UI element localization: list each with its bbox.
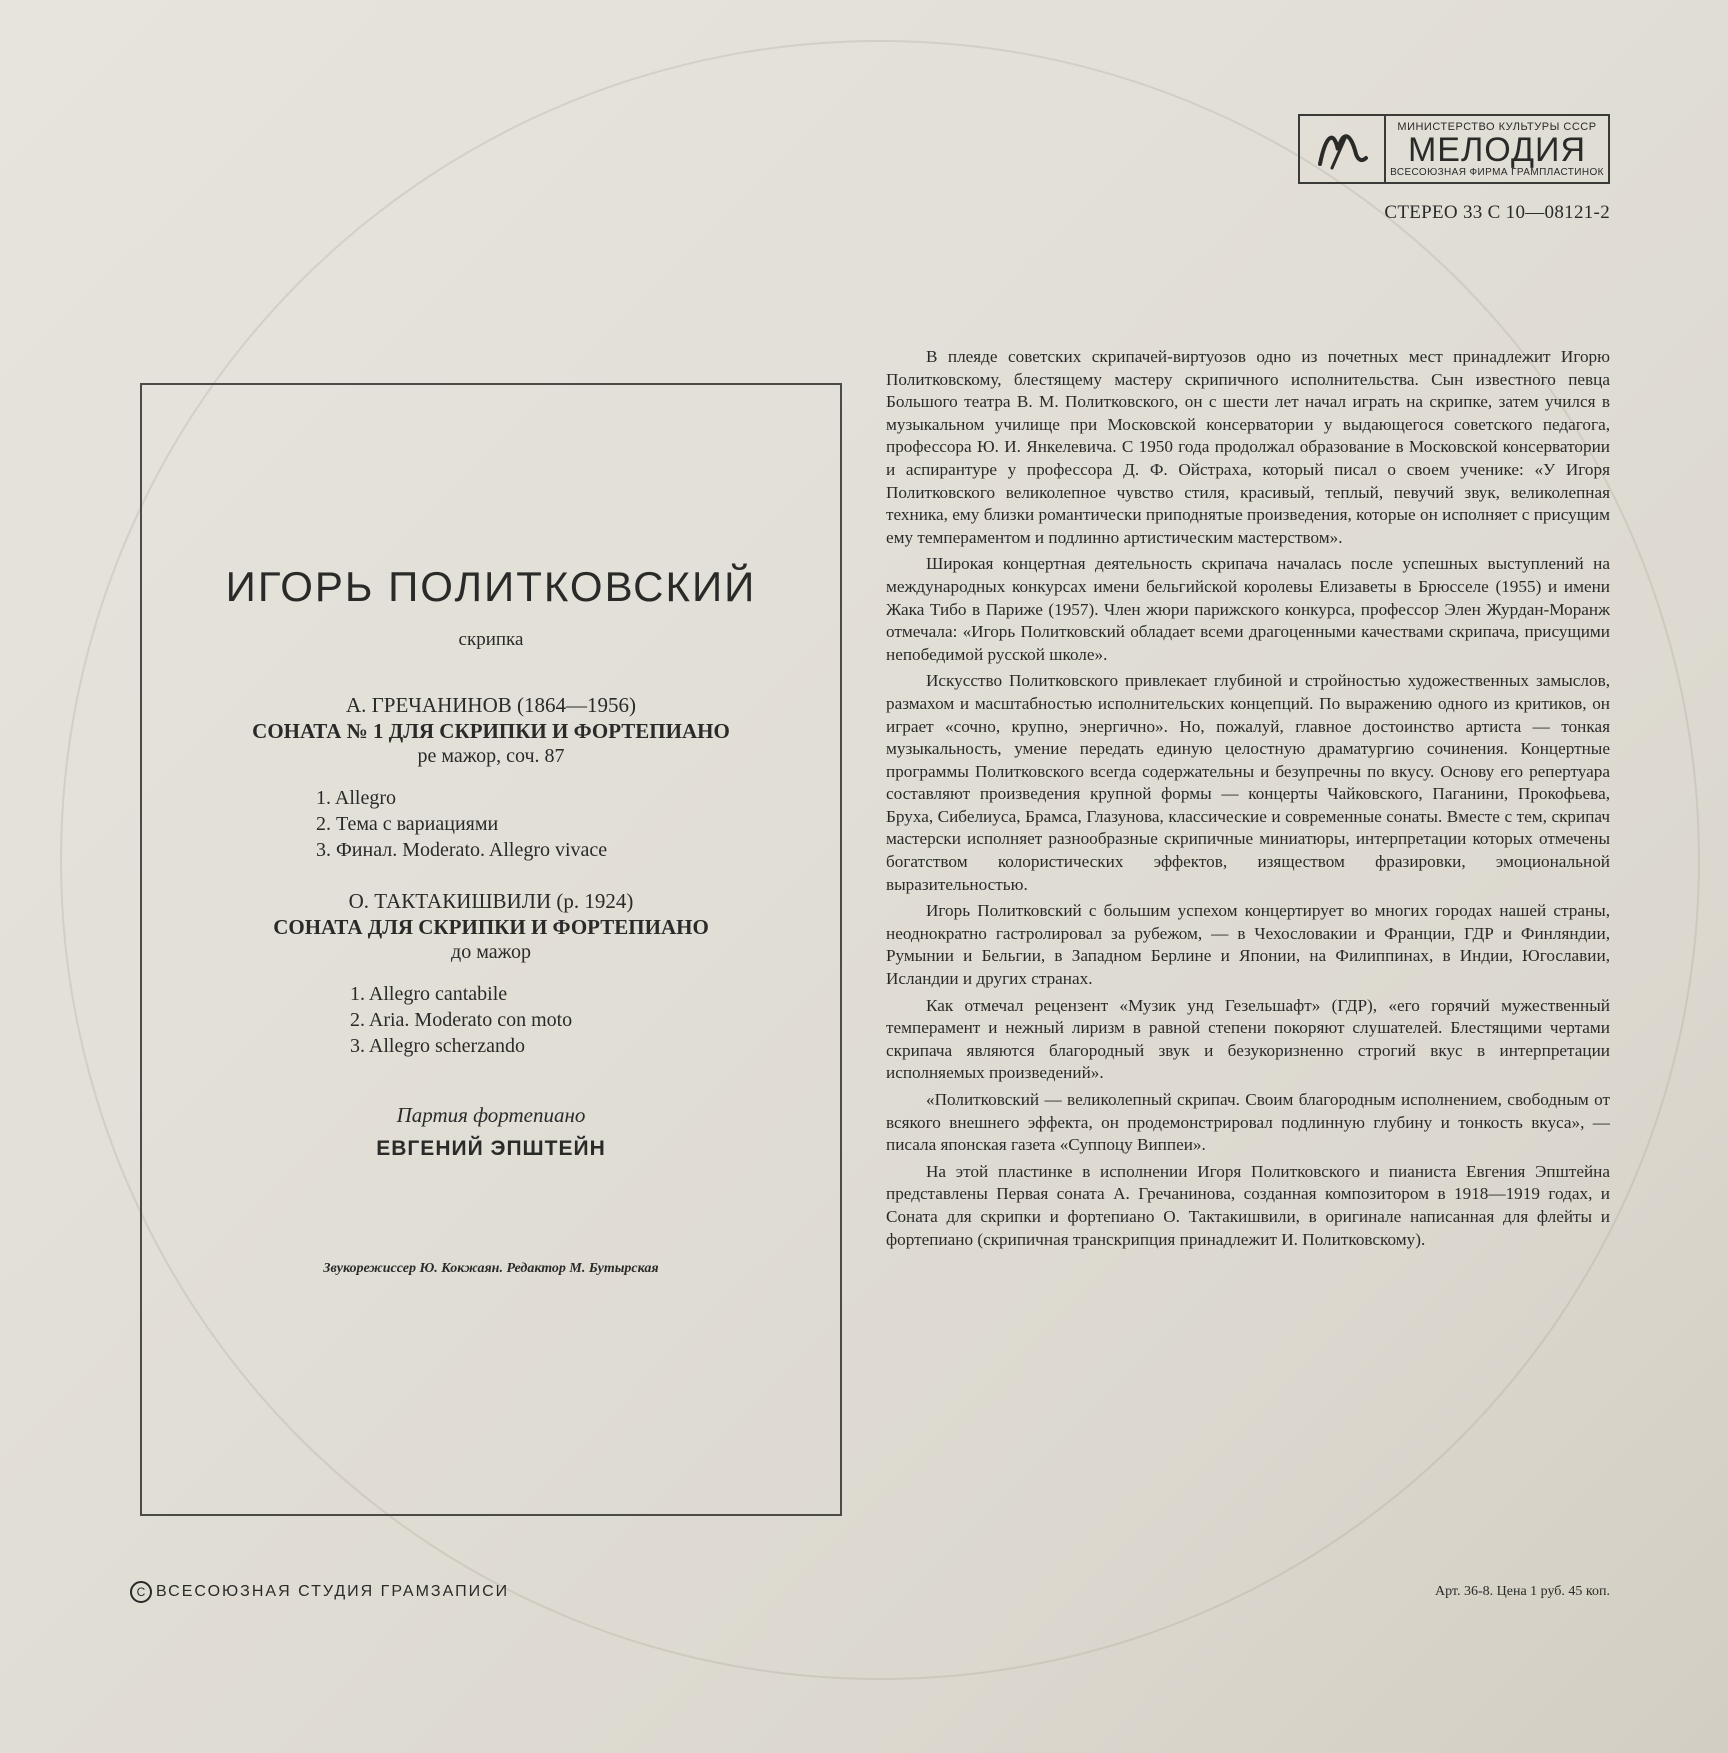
movement-item: 1. Allegro cantabile (350, 983, 508, 1005)
work-1-key: ре мажор, соч. 87 (417, 745, 565, 767)
performer-instrument: скрипка (458, 629, 524, 650)
liner-paragraph: Как отмечал рецензент «Музик унд Гезельшафт» (ГДР), «его горячий мужественный темперамент и нежный лиризм в равной степени покоряют слушателей. Блестящими чертами скрипача являются благородный звук и безукоризненно строгий вкус в интерпретации исполняемых произведений». (886, 995, 1610, 1083)
production-credits: Звукорежиссер Ю. Кокжаян. Редактор М. Бутырская (323, 1261, 659, 1276)
movement-item: 2. Aria. Moderato con moto (350, 1009, 573, 1031)
performer-name: ИГОРЬ ПОЛИТКОВСКИЙ (225, 563, 757, 610)
movement-item: 3. Финал. Moderato. Allegro vivace (316, 839, 608, 861)
movement-item: 3. Allegro scherzando (350, 1035, 525, 1057)
logo-name: МЕЛОДИЯ (1407, 130, 1587, 169)
work-1-movements (316, 785, 607, 863)
copyright-icon: C (130, 1581, 152, 1603)
work-2-movements (350, 981, 572, 1059)
movement-item: 1. Allegro (316, 787, 396, 809)
work-2-title: СОНАТА ДЛЯ СКРИПКИ И ФОРТЕПИАНО (273, 915, 709, 939)
movement-item: 2. Тема с вариациями (316, 813, 499, 835)
studio-copyright (130, 1581, 509, 1603)
work-2-key: до мажор (451, 941, 531, 963)
price-tag: Арт. 36-8. Цена 1 руб. 45 коп. (1434, 1584, 1610, 1599)
studio-name: ВСЕСОЮЗНАЯ СТУДИЯ ГРАМЗАПИСИ (156, 1583, 510, 1600)
liner-paragraph: Искусство Политковского привлекает глубиной и стройностью художественных замыслов, размахом и масштабностью исполнительских концепций. По выражению одного из критиков, он играет «сочно, крупно, энергично». Но, пожалуй, главное достоинство артиста — тонкая музыкальность, умение передать единую целостную драматургию сочинения. Концертные программы Политковского всегда содержательны и безупречны по вкусу. Основу его репертуара составляют произведения крупной формы — концерты Чайковского, Паганини, Прокофьева, Бруха, Сибелиуса, Брамса, Глазунова, классические и современные сонаты. Вместе с тем, скрипач мастерски исполняет разнообразные скрипичные миниатюры, интерпретации которых отмечены богатством колористических эффектов, изяществом фразировки, эмоциональной выразительностью. (886, 671, 1610, 894)
pianist-name: ЕВГЕНИЙ ЭПШТЕЙН (376, 1137, 606, 1160)
liner-paragraph: На этой пластинке в исполнении Игоря Политковского и пианиста Евгения Эпштейна представлены Первая соната А. Гречанинова, созданная композитором в 1918—1919 годах, и Соната для скрипки и фортепиано О. Тактакишвили, в оригинале написанная для флейты и фортепиано (скрипичная транскрипция принадлежит И. Политковскому). (886, 1161, 1610, 1249)
liner-notes (886, 346, 1610, 1255)
piano-role: Партия фортепиано (396, 1103, 586, 1127)
work-1-composer: А. ГРЕЧАНИНОВ (1864—1956) (345, 693, 637, 717)
melodiya-logo (1298, 114, 1610, 184)
melodiya-emblem-icon (1300, 116, 1386, 182)
logo-text-block (1386, 116, 1608, 182)
work-1-title: СОНАТА № 1 ДЛЯ СКРИПКИ И ФОРТЕПИАНО (252, 719, 730, 743)
logo-firm: ВСЕСОЮЗНАЯ ФИРМА ГРАМПЛАСТИНОК (1390, 166, 1604, 178)
liner-paragraph: Широкая концертная деятельность скрипача началась после успешных выступлений на международных конкурсах имени бельгийской королевы Елизаветы в Брюсселе (1955) и имени Жака Тибо в Париже (1957). Член жюри парижского конкурса, профессор Элен Журдан-Моранж отмечала: «Игорь Политковский обладает всеми драгоценными качествами скрипача, присущими непобедимой русской школе». (886, 554, 1610, 664)
logo-ministry: МИНИСТЕРСТВО КУЛЬТУРЫ СССР (1397, 120, 1597, 133)
liner-paragraph: В плеяде советских скрипачей-виртуозов одно из почетных мест принадлежит Игорю Политковскому, блестящему мастеру скрипичного исполнительства. Сын известного певца Большого театра В. М. Политковского, он с шести лет начал играть на скрипке, затем учился в музыкальном училище при Московской консерватории у выдающегося советского педагога, профессора Ю. И. Янкелевича. С 1950 года продолжал образование в Московской консерватории и аспирантуре у профессора Д. Ф. Ойстраха, который писал о своем ученике: «У Игоря Политковского великолепное чувство стиля, красивый, теплый, певучий звук, великолепная техника, ему близки романтически приподнятые произведения, которые он исполняет с присущим ему темпераментом и подлинно артистическим мастерством». (886, 347, 1610, 547)
liner-paragraph: «Политковский — великолепный скрипач. Своим благородным исполнением, свободным от всякого внешнего эффекта, он продемонстрировал подлинную глубину и тонкость вкуса», — писала японская газета «Суппоцу Виппеи». (886, 1090, 1610, 1155)
work-2-composer: О. ТАКТАКИШВИЛИ (р. 1924) (348, 889, 634, 913)
program-panel (140, 383, 842, 1516)
liner-paragraph: Игорь Политковский с большим успехом концертирует во многих городах нашей страны, неоднократно гастролировал за рубежом, — в Чехословакии и Франции, ГДР и Финляндии, Румынии и Бельгии, в Западном Берлине и Японии, на Филиппинах, в Индии, Югославии, Исландии и других странах. (886, 901, 1610, 989)
catalog-number: СТЕРЕО 33 С 10—08121-2 (1384, 202, 1610, 223)
